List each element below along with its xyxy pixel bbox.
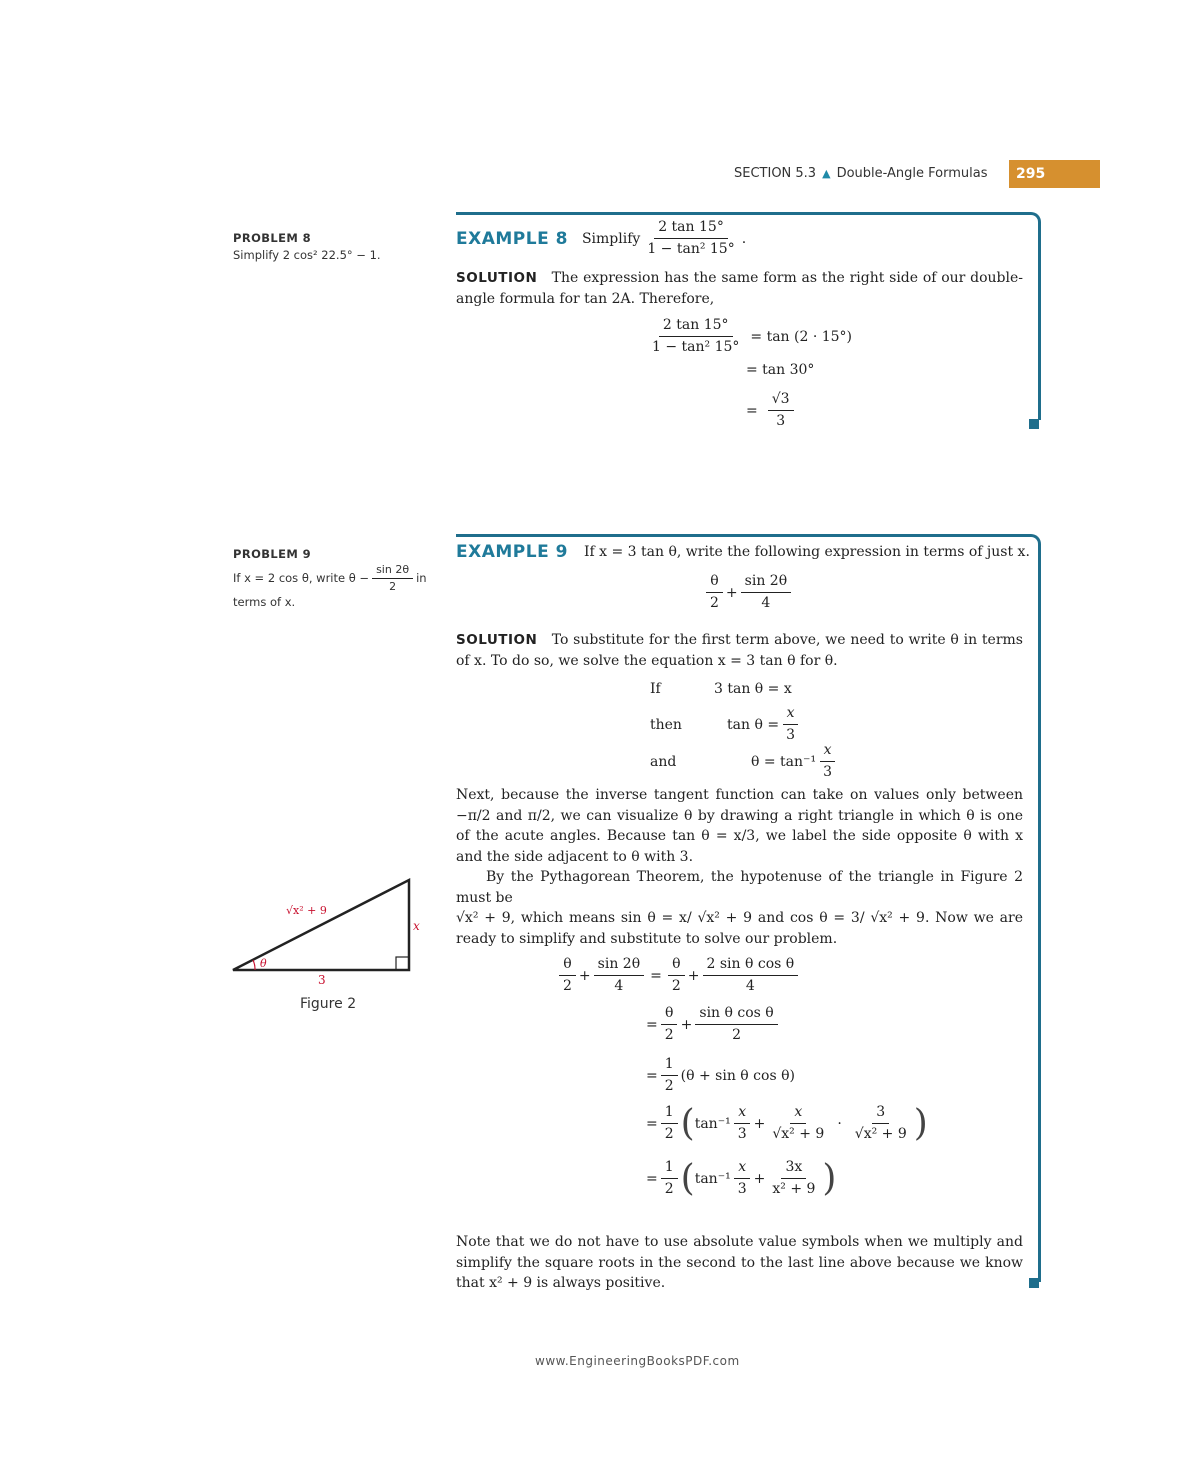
fraction: $\frac{\theta}{2}$ — [559, 955, 576, 996]
fraction: $\frac{x}{3}$ — [734, 1158, 751, 1199]
fraction: $\frac{3}{\text{√x² + 9}}$ — [854, 1104, 907, 1142]
solve-word: and — [650, 753, 677, 770]
denominator: 3 — [776, 413, 786, 429]
section-number: SECTION 5.3 — [734, 166, 817, 181]
math-line — [703, 572, 794, 613]
problem-label: PROBLEM 8 — [233, 231, 312, 245]
fraction — [782, 704, 799, 745]
fraction: $\frac{1}{2}$ — [661, 1055, 678, 1096]
solution-text: To substitute for the first term above, we need to write θ in terms of x. To do so, we solve the equation x = 3 tan θ for θ. — [456, 632, 1023, 669]
footer-url: www.EngineeringBooksPDF.com — [535, 1354, 740, 1368]
left-paren: ( — [680, 1157, 695, 1199]
plus-sign: + — [687, 967, 700, 984]
fraction: $\frac{\theta}{2}$ — [668, 955, 685, 996]
math-line — [645, 316, 852, 357]
plus-sign: + — [753, 1170, 766, 1187]
angle-label: θ — [260, 957, 267, 970]
right-angle-marker — [396, 957, 409, 970]
solve-equation: tan θ = — [727, 716, 780, 733]
fraction — [372, 563, 413, 594]
equals-sign: = — [746, 402, 758, 419]
plus-sign: + — [725, 584, 738, 601]
page-number: 295 — [1009, 160, 1100, 188]
end-marker — [1029, 1278, 1039, 1288]
denominator: 4 — [761, 595, 771, 611]
math-step: = tan (2 · 15°) — [750, 328, 853, 345]
example-prompt: If x = 3 tan θ, write the following expression in terms of just x. — [583, 544, 1030, 560]
numerator: θ — [706, 572, 722, 593]
numerator: sin 2θ — [372, 563, 413, 579]
numerator: x — [783, 704, 799, 725]
equals-sign: = — [646, 1170, 658, 1187]
chain-line-4 — [646, 1103, 928, 1144]
triangle-figure — [225, 870, 425, 990]
solve-word: then — [650, 716, 682, 733]
problem-text: in — [416, 571, 427, 585]
fraction — [648, 316, 743, 357]
fraction: $\frac{\sin 2\theta}{4}$ — [594, 955, 644, 996]
paragraph — [456, 867, 1023, 949]
solve-equation: θ = tan⁻¹ — [751, 753, 817, 770]
triangle-icon: ▲ — [822, 167, 831, 180]
problem-text: Simplify 2 cos² 22.5° − 1. — [233, 248, 381, 262]
numerator: sin 2θ — [741, 572, 791, 593]
inverse-tangent: tan⁻¹ — [694, 1115, 731, 1132]
problem-text: If x = 2 cos θ, write θ − — [233, 571, 370, 585]
denominator: 2 — [710, 595, 719, 611]
solution-label: SOLUTION — [456, 632, 538, 648]
fraction — [768, 390, 794, 431]
adjacent-label: 3 — [318, 973, 326, 987]
paragraph-line: By the Pythagorean Theorem, the hypotenuse of the triangle in Figure 2 must be — [456, 869, 1023, 906]
figure-caption: Figure 2 — [300, 996, 357, 1012]
solve-row-if — [650, 681, 792, 697]
plus-sign: + — [680, 1016, 693, 1033]
example-9-solution — [456, 630, 1023, 671]
paragraph-line: √x² + 9, which means sin θ = x/ √x² + 9 and cos θ = 3/ √x² + 9. Now we are ready to simplify and substitute to solve our problem. — [456, 910, 1023, 947]
fraction: $\frac{x}{3}$ — [734, 1103, 751, 1144]
fraction: $\frac{3x}{\text{x² + 9}}$ — [772, 1159, 816, 1197]
equals-sign: = — [646, 1115, 658, 1132]
denominator: 1 − tan² 15° — [647, 241, 735, 257]
numerator: √3 — [768, 390, 794, 411]
numerator: 2 tan 15° — [654, 218, 728, 239]
plus-sign: + — [753, 1115, 766, 1132]
fraction: $\frac{\theta}{2}$ — [661, 1004, 678, 1045]
example-9-heading — [456, 542, 1030, 562]
right-paren: ) — [913, 1102, 928, 1144]
solution-label: SOLUTION — [456, 270, 538, 286]
example-label: EXAMPLE 8 — [456, 228, 568, 249]
note-paragraph: Note that we do not have to use absolute value symbols when we multiply and simplify the square roots in the second to the last line above because we know that x² + 9 is always positive. — [456, 1234, 1023, 1291]
plus-sign: + — [578, 967, 591, 984]
fraction: $\frac{\text{sin θ cos θ}}{2}$ — [695, 1004, 777, 1045]
problem-text: terms of x. — [233, 595, 296, 609]
math-line — [746, 390, 797, 431]
math-step: = tan 30° — [746, 362, 815, 378]
chain-line-2 — [646, 1004, 781, 1045]
running-header — [734, 166, 988, 181]
inverse-tangent: tan⁻¹ — [694, 1170, 731, 1187]
chain-line-5 — [646, 1158, 836, 1199]
section-title: Double-Angle Formulas — [836, 166, 988, 181]
denominator: 3 — [786, 727, 795, 743]
problem-9 — [233, 546, 433, 611]
numerator: x — [820, 741, 836, 762]
equals-sign: = — [646, 1067, 658, 1084]
solve-row-and — [650, 741, 839, 782]
left-paren: ( — [680, 1102, 695, 1144]
problem-8 — [233, 230, 423, 264]
chain-line-3 — [646, 1055, 795, 1096]
denominator: 1 − tan² 15° — [652, 339, 740, 355]
paragraph: Next, because the inverse tangent function can take on values only between −π/2 and π/2, we can visualize θ by drawing a right triangle in which θ is one of the acute angles. Because tan θ = x/3, we label the side opposite θ with x and the side adjacent to θ with 3. — [456, 787, 1023, 865]
solve-word: If — [650, 681, 661, 697]
fraction — [643, 218, 738, 259]
fraction: $\frac{1}{2}$ — [661, 1103, 678, 1144]
end-marker — [1029, 419, 1039, 429]
problem-label: PROBLEM 9 — [233, 547, 312, 561]
solve-row-then — [650, 704, 802, 745]
equals-sign: = — [646, 1016, 658, 1033]
fraction: $\frac{\text{2 sin θ cos θ}}{4}$ — [703, 955, 799, 996]
fraction: $\frac{x}{\text{√x² + 9}}$ — [772, 1104, 825, 1142]
denominator: 3 — [823, 764, 832, 780]
hypotenuse-label: √x² + 9 — [286, 904, 327, 917]
fraction — [706, 572, 723, 613]
opposite-label: x — [413, 919, 420, 933]
fraction — [819, 741, 836, 782]
example-8-heading: EXAMPLE 8 Simplify $\frac{2 \tan 15^\circ}{\text{1 − tan² 15°}}$ . — [456, 219, 747, 257]
equals-sign: = — [650, 967, 662, 984]
angle-arc — [253, 960, 255, 970]
denominator: 2 — [389, 580, 397, 593]
chain-line-1 — [556, 955, 801, 996]
solution-text: The expression has the same form as the right side of our double-angle formula for tan 2A. Therefore, — [456, 270, 1023, 307]
dot-operator: · — [837, 1115, 842, 1132]
example-label: EXAMPLE 9 — [456, 542, 568, 562]
right-paren: ) — [822, 1157, 837, 1199]
solve-equation: 3 tan θ = x — [714, 681, 792, 697]
math-expression: (θ + sin θ cos θ) — [680, 1067, 795, 1084]
numerator: 2 tan 15° — [659, 316, 733, 337]
example-prompt: Simplify — [581, 230, 641, 247]
fraction: $\frac{1}{2}$ — [661, 1158, 678, 1199]
fraction — [741, 572, 791, 613]
example-8-solution — [456, 268, 1023, 309]
